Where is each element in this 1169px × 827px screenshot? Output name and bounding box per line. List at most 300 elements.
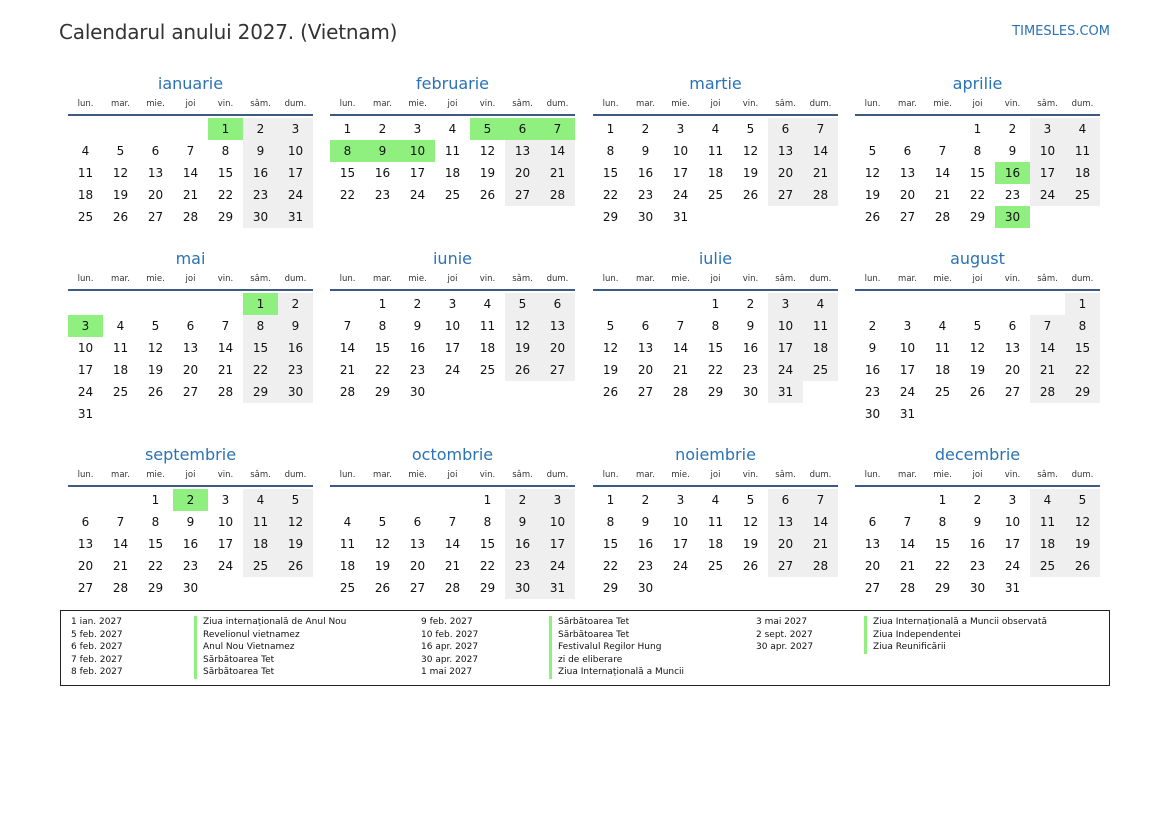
month-title: decembrie [934, 445, 1021, 464]
header-rule [593, 485, 838, 487]
weekday-label: mie. [933, 274, 952, 284]
day-cell-holiday: 6 [505, 118, 540, 140]
day-cell: 21 [339, 363, 356, 377]
holiday-name: Anul Nou Vietnamez [194, 641, 346, 654]
day-cell: 25 [444, 188, 461, 202]
day-cell: 19 [602, 363, 619, 377]
day-cell: 19 [969, 363, 986, 377]
day-cell-empty [803, 577, 838, 599]
day-cell: 29 [217, 210, 234, 224]
day-cell: 31 [77, 407, 94, 421]
day-cell: 25 [934, 385, 951, 399]
day-cell-empty [173, 118, 208, 140]
day-cell: 27 [899, 210, 916, 224]
day-cell-weekend: 28 [803, 184, 838, 206]
day-cell: 3 [676, 493, 685, 507]
day-cell: 4 [448, 122, 457, 136]
week-row [593, 577, 838, 599]
day-cell: 12 [374, 537, 391, 551]
header-rule [68, 485, 313, 487]
day-cell: 16 [409, 341, 426, 355]
week-row [330, 184, 575, 206]
day-cell-weekend: 25 [1030, 555, 1065, 577]
week-row [855, 162, 1100, 184]
day-cell: 4 [483, 297, 492, 311]
day-cell-weekend: 20 [540, 337, 575, 359]
day-cell-weekend: 6 [768, 118, 803, 140]
day-cell-weekend: 28 [803, 555, 838, 577]
day-cell-weekend: 20 [768, 162, 803, 184]
week-row [855, 403, 1100, 425]
holiday-date: 1 mai 2027 [421, 667, 473, 677]
week-row [593, 555, 838, 577]
day-cell: 7 [448, 515, 457, 529]
weekday-label: lun. [77, 99, 94, 109]
day-cell: 10 [672, 515, 689, 529]
day-cell: 19 [864, 188, 881, 202]
day-cell: 6 [1008, 319, 1017, 333]
day-cell: 29 [374, 385, 391, 399]
day-cell: 7 [116, 515, 125, 529]
day-cell-empty [540, 381, 575, 403]
week-row [593, 206, 838, 228]
weekday-label: mie. [671, 470, 690, 480]
day-cell: 28 [672, 385, 689, 399]
day-cell: 6 [186, 319, 195, 333]
day-cell: 15 [602, 537, 619, 551]
month-septembrie [68, 443, 313, 599]
day-cell: 1 [378, 297, 387, 311]
day-cell: 16 [637, 166, 654, 180]
day-cell: 3 [221, 493, 230, 507]
day-cell-empty [1030, 293, 1065, 315]
day-cell-weekend: 12 [278, 511, 313, 533]
day-cell: 25 [112, 385, 129, 399]
day-cell-empty [1065, 206, 1100, 228]
day-cell: 27 [864, 581, 881, 595]
week-row [330, 511, 575, 533]
day-cell: 18 [934, 363, 951, 377]
day-cell: 24 [77, 385, 94, 399]
weekday-label: mar. [898, 470, 917, 480]
day-cell: 24 [672, 559, 689, 573]
day-cell-weekend: 24 [278, 184, 313, 206]
day-cell-weekend: 21 [803, 533, 838, 555]
month-octombrie [330, 443, 575, 599]
day-cell: 26 [742, 559, 759, 573]
day-cell: 12 [602, 341, 619, 355]
day-cell: 25 [77, 210, 94, 224]
day-cell: 16 [374, 166, 391, 180]
month-martie [593, 72, 838, 228]
day-cell: 22 [217, 188, 234, 202]
day-cell-empty [1030, 206, 1065, 228]
day-cell: 13 [637, 341, 654, 355]
month-title: aprilie [952, 74, 1003, 93]
day-cell-weekend: 19 [278, 533, 313, 555]
weekday-label: sâm. [250, 274, 271, 284]
day-cell: 11 [444, 144, 461, 158]
day-cell: 28 [899, 581, 916, 595]
holiday-names-column [549, 616, 684, 679]
day-cell: 1 [606, 122, 615, 136]
day-cell: 8 [973, 144, 982, 158]
weekday-label: sâm. [512, 470, 533, 480]
day-cell: 8 [606, 515, 615, 529]
day-cell-weekend: 26 [278, 555, 313, 577]
weekday-header [330, 96, 575, 112]
day-cell-empty [855, 118, 890, 140]
day-cell-weekend: 2 [278, 293, 313, 315]
day-cell: 31 [672, 210, 689, 224]
week-row [593, 359, 838, 381]
weekday-label: mar. [373, 274, 392, 284]
day-cell: 7 [938, 144, 947, 158]
day-cell: 16 [742, 341, 759, 355]
weekday-label: lun. [77, 274, 94, 284]
week-row [330, 293, 575, 315]
day-cell: 10 [217, 515, 234, 529]
week-row [68, 577, 313, 599]
day-cell-empty [400, 489, 435, 511]
day-cell: 8 [938, 515, 947, 529]
day-cell: 4 [343, 515, 352, 529]
day-cell: 23 [1004, 188, 1021, 202]
month-title: august [950, 249, 1005, 268]
day-cell: 12 [479, 144, 496, 158]
month-title: iulie [698, 249, 733, 268]
day-cell-weekend: 13 [505, 140, 540, 162]
day-cell: 6 [151, 144, 160, 158]
day-cell-weekend: 10 [540, 511, 575, 533]
day-cell: 22 [969, 188, 986, 202]
holiday-name: Sărbătoarea Tet [549, 616, 684, 629]
day-cell: 18 [707, 537, 724, 551]
day-cell-holiday: 1 [208, 118, 243, 140]
day-cell: 30 [637, 210, 654, 224]
day-cell-empty [768, 577, 803, 599]
day-cell: 23 [374, 188, 391, 202]
weekday-label: dum. [284, 274, 307, 284]
day-cell: 11 [339, 537, 356, 551]
day-cell: 23 [637, 188, 654, 202]
day-cell: 9 [973, 515, 982, 529]
day-cell: 6 [641, 319, 650, 333]
day-cell-holiday: 9 [365, 140, 400, 162]
day-cell-weekend: 29 [1065, 381, 1100, 403]
weekday-label: sâm. [512, 99, 533, 109]
weekday-label: joi [972, 99, 983, 109]
week-row [330, 555, 575, 577]
weekday-header [68, 467, 313, 483]
day-cell: 20 [77, 559, 94, 573]
week-row [593, 293, 838, 315]
day-cell-holiday: 10 [400, 140, 435, 162]
day-cell: 17 [1004, 537, 1021, 551]
brand-link[interactable]: TIMESLES.COM [1012, 24, 1110, 39]
day-cell: 14 [672, 341, 689, 355]
month-title: ianuarie [157, 74, 224, 93]
day-cell: 23 [182, 559, 199, 573]
weekday-header [855, 467, 1100, 483]
day-cell-weekend: 22 [1065, 359, 1100, 381]
week-row [593, 337, 838, 359]
day-cell: 21 [217, 363, 234, 377]
weekday-label: lun. [864, 470, 881, 480]
day-cell-empty [243, 577, 278, 599]
day-cell: 16 [182, 537, 199, 551]
day-cell-empty [1030, 403, 1065, 425]
day-cell-weekend: 14 [1030, 337, 1065, 359]
holiday-date: 30 apr. 2027 [421, 654, 479, 665]
day-cell-weekend: 11 [1065, 140, 1100, 162]
day-cell: 7 [186, 144, 195, 158]
weekday-label: vin. [479, 99, 496, 109]
week-row [330, 315, 575, 337]
day-cell: 6 [81, 515, 90, 529]
day-cell: 28 [934, 210, 951, 224]
day-cell-weekend: 16 [505, 533, 540, 555]
week-row [855, 381, 1100, 403]
day-cell-weekend: 18 [803, 337, 838, 359]
day-cell-weekend: 17 [540, 533, 575, 555]
day-cell-empty [925, 118, 960, 140]
weekday-label: mie. [146, 470, 165, 480]
day-cell-weekend: 16 [243, 162, 278, 184]
day-cell: 1 [711, 297, 720, 311]
holiday-name: Sărbătoarea Tet [194, 654, 346, 667]
day-cell: 3 [448, 297, 457, 311]
holiday-date: 6 feb. 2027 [71, 642, 123, 652]
weekday-label: vin. [742, 470, 759, 480]
day-cell: 15 [969, 166, 986, 180]
day-cell: 10 [77, 341, 94, 355]
day-cell-holiday: 16 [995, 162, 1030, 184]
header-rule [593, 114, 838, 116]
day-cell: 24 [217, 559, 234, 573]
day-cell-weekend: 30 [278, 381, 313, 403]
day-cell: 14 [182, 166, 199, 180]
day-cell: 21 [934, 188, 951, 202]
day-cell-weekend: 3 [278, 118, 313, 140]
weekday-label: lun. [602, 274, 619, 284]
day-cell: 28 [444, 581, 461, 595]
day-cell: 9 [413, 319, 422, 333]
month-noiembrie [593, 443, 838, 599]
weekday-label: lun. [339, 99, 356, 109]
weekday-header [593, 96, 838, 112]
month-title: februarie [415, 74, 490, 93]
holiday-date: 2 sept. 2027 [756, 629, 813, 640]
day-cell-empty [855, 293, 890, 315]
day-cell: 27 [637, 385, 654, 399]
holiday-name: Sărbătoarea Tet [194, 666, 346, 679]
day-cell: 18 [339, 559, 356, 573]
day-cell: 5 [116, 144, 125, 158]
day-cell: 1 [606, 493, 615, 507]
day-cell: 15 [934, 537, 951, 551]
week-row [68, 184, 313, 206]
day-cell: 8 [378, 319, 387, 333]
month-august [855, 247, 1100, 425]
day-cell: 2 [973, 493, 982, 507]
day-cell: 8 [606, 144, 615, 158]
day-cell-empty [173, 293, 208, 315]
weekday-label: sâm. [1037, 99, 1058, 109]
holiday-dates-column [421, 616, 478, 679]
day-cell: 18 [77, 188, 94, 202]
holiday-name: Ziua Internațională a Muncii [549, 666, 684, 679]
day-cell: 14 [934, 166, 951, 180]
day-cell: 20 [1004, 363, 1021, 377]
day-cell-weekend: 9 [505, 511, 540, 533]
weekday-label: mar. [111, 274, 130, 284]
day-cell: 29 [147, 581, 164, 595]
day-cell: 29 [602, 581, 619, 595]
day-cell: 28 [339, 385, 356, 399]
day-cell: 3 [903, 319, 912, 333]
day-cell-holiday: 1 [243, 293, 278, 315]
day-cell-weekend: 16 [278, 337, 313, 359]
holiday-date: 8 feb. 2027 [71, 667, 123, 677]
day-cell-empty [890, 293, 925, 315]
weekday-label: mie. [408, 470, 427, 480]
month-aprilie [855, 72, 1100, 228]
day-cell-empty [103, 118, 138, 140]
day-cell-empty [663, 293, 698, 315]
month-title: iunie [432, 249, 472, 268]
holiday-names-column [194, 616, 346, 679]
day-cell-weekend: 14 [803, 140, 838, 162]
day-cell-weekend: 27 [768, 184, 803, 206]
day-cell-weekend: 11 [1030, 511, 1065, 533]
day-cell-weekend: 25 [1065, 184, 1100, 206]
week-row [593, 511, 838, 533]
day-cell: 22 [707, 363, 724, 377]
day-cell-empty [855, 489, 890, 511]
day-cell-empty [890, 118, 925, 140]
day-cell: 2 [378, 122, 387, 136]
holiday-name: Ziua Reunificării [864, 641, 1047, 654]
day-cell: 20 [409, 559, 426, 573]
weekday-label: dum. [546, 470, 569, 480]
day-cell-weekend: 23 [505, 555, 540, 577]
day-cell: 23 [637, 559, 654, 573]
day-cell-weekend: 13 [768, 140, 803, 162]
day-cell: 18 [112, 363, 129, 377]
day-cell: 21 [672, 363, 689, 377]
day-cell-holiday: 8 [330, 140, 365, 162]
day-cell: 26 [969, 385, 986, 399]
day-cell-weekend: 17 [1030, 162, 1065, 184]
week-row [330, 577, 575, 599]
holiday-name: zi de eliberare [549, 654, 684, 667]
day-cell: 24 [409, 188, 426, 202]
holiday-date: 10 feb. 2027 [421, 629, 479, 640]
day-cell-weekend: 21 [803, 162, 838, 184]
day-cell-weekend: 26 [1065, 555, 1100, 577]
day-cell: 12 [742, 515, 759, 529]
holiday-name: Revelionul vietnamez [194, 629, 346, 642]
month-title: noiembrie [675, 445, 756, 464]
day-cell-weekend: 28 [1030, 381, 1065, 403]
day-cell-weekend: 15 [243, 337, 278, 359]
day-cell: 14 [339, 341, 356, 355]
day-cell-weekend: 22 [243, 359, 278, 381]
day-cell-weekend: 27 [505, 184, 540, 206]
day-cell-empty [103, 403, 138, 425]
week-row [330, 118, 575, 140]
day-cell: 24 [899, 385, 916, 399]
day-cell: 8 [711, 319, 720, 333]
day-cell-weekend: 18 [1065, 162, 1100, 184]
weekday-label: mie. [671, 99, 690, 109]
day-cell-empty [628, 293, 663, 315]
day-cell: 17 [672, 537, 689, 551]
week-row [68, 162, 313, 184]
day-cell: 27 [1004, 385, 1021, 399]
day-cell-empty [208, 293, 243, 315]
day-cell-empty [138, 403, 173, 425]
day-cell-empty [960, 403, 995, 425]
day-cell-weekend: 25 [803, 359, 838, 381]
day-cell: 5 [378, 515, 387, 529]
day-cell-empty [733, 577, 768, 599]
header-rule [68, 289, 313, 291]
day-cell-weekend: 24 [540, 555, 575, 577]
day-cell: 29 [707, 385, 724, 399]
week-row [855, 359, 1100, 381]
holiday-date: 5 feb. 2027 [71, 629, 123, 640]
day-cell-empty [925, 293, 960, 315]
day-cell-weekend: 25 [243, 555, 278, 577]
day-cell-weekend: 7 [803, 489, 838, 511]
day-cell: 12 [112, 166, 129, 180]
weekday-label: lun. [339, 470, 356, 480]
day-cell-weekend: 19 [1065, 533, 1100, 555]
day-cell-weekend: 7 [803, 118, 838, 140]
weekday-label: mar. [898, 274, 917, 284]
day-cell-empty [278, 403, 313, 425]
day-cell: 30 [182, 581, 199, 595]
day-cell-holiday: 2 [173, 489, 208, 511]
day-cell-weekend: 26 [505, 359, 540, 381]
week-row [68, 337, 313, 359]
day-cell-weekend: 17 [768, 337, 803, 359]
day-cell-weekend: 23 [278, 359, 313, 381]
day-cell: 6 [413, 515, 422, 529]
day-cell: 25 [479, 363, 496, 377]
day-cell-empty [505, 381, 540, 403]
week-row [855, 533, 1100, 555]
day-cell-empty [208, 403, 243, 425]
weekday-label: vin. [1004, 470, 1021, 480]
day-cell-empty [435, 381, 470, 403]
day-cell-empty [1030, 577, 1065, 599]
weekday-label: dum. [546, 99, 569, 109]
day-cell: 22 [147, 559, 164, 573]
day-cell: 22 [339, 188, 356, 202]
holiday-name: Ziua internațională de Anul Nou [194, 616, 346, 629]
day-cell: 1 [343, 122, 352, 136]
week-row [593, 381, 838, 403]
day-cell-weekend: 12 [1065, 511, 1100, 533]
day-cell: 18 [707, 166, 724, 180]
header-rule [330, 289, 575, 291]
day-cell: 3 [413, 122, 422, 136]
day-cell: 16 [969, 537, 986, 551]
day-cell: 12 [864, 166, 881, 180]
